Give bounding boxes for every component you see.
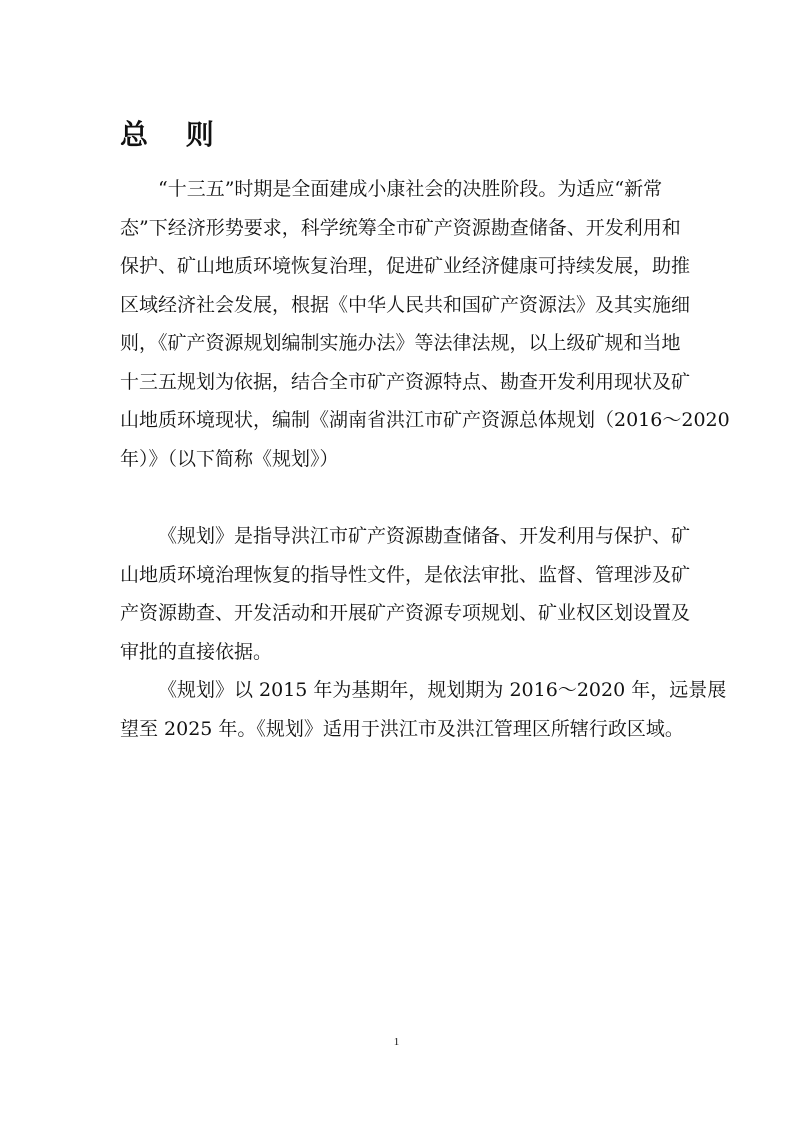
paragraph-line: 《规划》是指导洪江市矿产资源勘查储备、开发利用与保护、矿 [158, 525, 691, 547]
section-heading: 总 则 [120, 118, 228, 151]
paragraph-line: 望至 2025 年。《规划》适用于洪江市及洪江管理区所辖行政区域。 [120, 717, 684, 740]
paragraph-line: 山地质环境现状，编制《湖南省洪江市矿产资源总体规划（2016～2020 [120, 409, 730, 431]
paragraph-line: 态”下经济形势要求，科学统筹全市矿产资源勘查储备、开发利用和 [120, 216, 681, 239]
paragraph-line: 区域经济社会发展，根据《中华人民共和国矿产资源法》及其实施细 [120, 293, 691, 316]
paragraph-line: 十三五规划为依据，结合全市矿产资源特点、勘查开发利用现状及矿 [120, 370, 691, 393]
paragraph-line: 则，《矿产资源规划编制实施办法》等法律法规，以上级矿规和当地 [120, 332, 681, 354]
paragraph-line: 山地质环境治理恢复的指导性文件，是依法审批、监督、管理涉及矿 [120, 563, 691, 586]
paragraph-line: “十三五”时期是全面建成小康社会的决胜阶段。为适应“新常 [158, 178, 663, 200]
paragraph-line: 保护、矿山地质环境恢复治理，促进矿业经济健康可持续发展，助推 [120, 255, 691, 277]
paragraph-line: 《规划》以 2015 年为基期年，规划期为 2016～2020 年，远景展 [158, 679, 727, 701]
page-number: 1 [393, 1036, 400, 1048]
paragraph-3 [120, 671, 727, 748]
paragraph-line: 产资源勘查、开发活动和开展矿产资源专项规划、矿业权区划设置及 [120, 602, 691, 624]
paragraph-1 [120, 170, 730, 478]
paragraph-line: 年）》（以下简称《规划》） [120, 447, 339, 470]
paragraph-2 [120, 517, 691, 671]
paragraph-line: 审批的直接依据。 [120, 640, 273, 663]
